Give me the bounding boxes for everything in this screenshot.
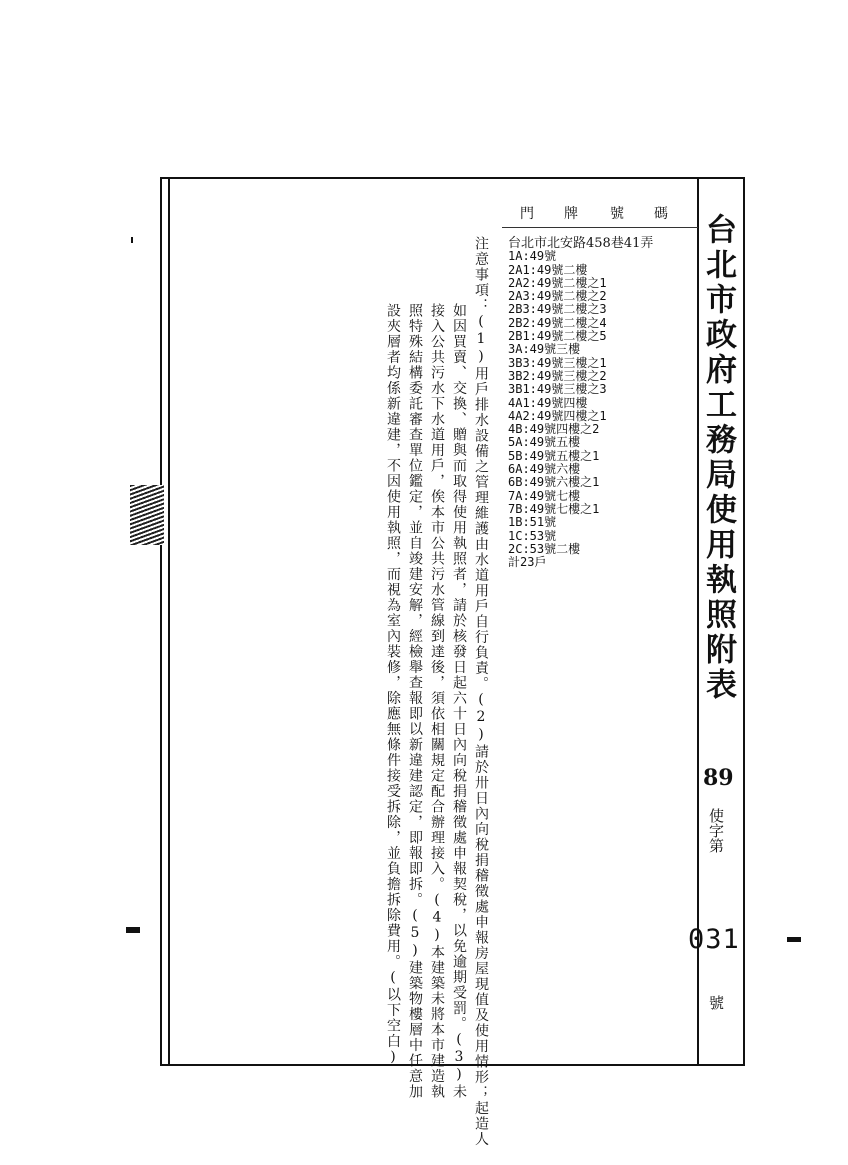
permit-year: 89 xyxy=(703,765,734,791)
address-row: 2A1:49號二樓 xyxy=(508,262,588,277)
header-char-3: 號 xyxy=(610,206,624,222)
header-char-1: 門 xyxy=(520,206,534,222)
header-rule xyxy=(502,227,698,228)
address-row: 2B2:49號二樓之4 xyxy=(508,315,607,330)
address-row: 1C:53號 xyxy=(508,528,557,543)
address-row: 7B:49號七樓之1 xyxy=(508,501,600,516)
address-row: 2C:53號二樓 xyxy=(508,541,581,556)
notes-column-2: 如因買賣、交換、贈與而取得使用執照者，請於核發日起六十日內向稅捐稽徵處申報契稅，以免逾期受罰。(3)未 xyxy=(451,303,467,1100)
address-row: 2B1:49號二樓之5 xyxy=(508,329,607,344)
permit-character-label: 使字第 xyxy=(707,808,725,853)
address-row: 4B:49號四樓之2 xyxy=(508,422,600,437)
address-row: 2A3:49號二樓之2 xyxy=(508,289,607,304)
scan-mark-right xyxy=(787,937,801,942)
address-row: 1A:49號 xyxy=(508,249,557,264)
address-list xyxy=(508,237,693,569)
address-street: 台北市北安路458巷41弄 xyxy=(508,236,654,251)
scan-speck xyxy=(131,237,133,243)
address-row: 6B:49號六樓之1 xyxy=(508,475,600,490)
address-row: 5B:49號五樓之1 xyxy=(508,448,600,463)
address-total: 計23戶 xyxy=(508,555,547,570)
header-char-4: 碼 xyxy=(654,206,668,222)
address-row: 3A:49號三樓 xyxy=(508,342,581,357)
address-row: 3B2:49號三樓之2 xyxy=(508,368,607,383)
notes-column-5: 設夾層者均係新違建，不因使用執照，而視為室內裝修，除應無條件接受拆除，並負擔拆除費用。(以下空白) xyxy=(385,303,401,1067)
address-row: 2A2:49號二樓之1 xyxy=(508,275,607,290)
address-row: 4A1:49號四樓 xyxy=(508,395,588,410)
address-row: 5A:49號五樓 xyxy=(508,435,581,450)
scan-mark-left xyxy=(126,927,140,933)
address-row: 6A:49號六樓 xyxy=(508,462,581,477)
scan-smudge xyxy=(130,485,164,545)
header-char-2: 牌 xyxy=(564,206,578,222)
document-title: 台北市政府工務局使用執照附表 xyxy=(700,213,736,703)
notes-column-1: 注意事項：(1)用戶排水設備之管理維護由水道用戶自行負責。(2)請於卅日內向稅捐稽徵處申報房屋現值及使用情形；起造人 xyxy=(473,236,489,1147)
address-row: 1B:51號 xyxy=(508,515,557,530)
address-row: 3B3:49號三樓之1 xyxy=(508,355,607,370)
notes-column-4: 照特殊結構委託審查單位鑑定，並自竣建安解，經檢舉查報即以新違建認定，即報即拆。(5)建築物樓層中任意加 xyxy=(407,303,423,1100)
notes-column-3: 接入公共污水下水道用戶，俟本市公共污水管線到達後，須依相關規定配合辦理接入。(4)本建築未將本市建造執 xyxy=(429,303,445,1100)
address-row: 4A2:49號四樓之1 xyxy=(508,408,607,423)
permit-number: 031 xyxy=(688,924,740,955)
address-row: 3B1:49號三樓之3 xyxy=(508,382,607,397)
address-row: 2B3:49號二樓之3 xyxy=(508,302,607,317)
permit-hao: 號 xyxy=(707,995,725,1010)
address-row: 7A:49號七樓 xyxy=(508,488,581,503)
address-header xyxy=(512,203,682,223)
